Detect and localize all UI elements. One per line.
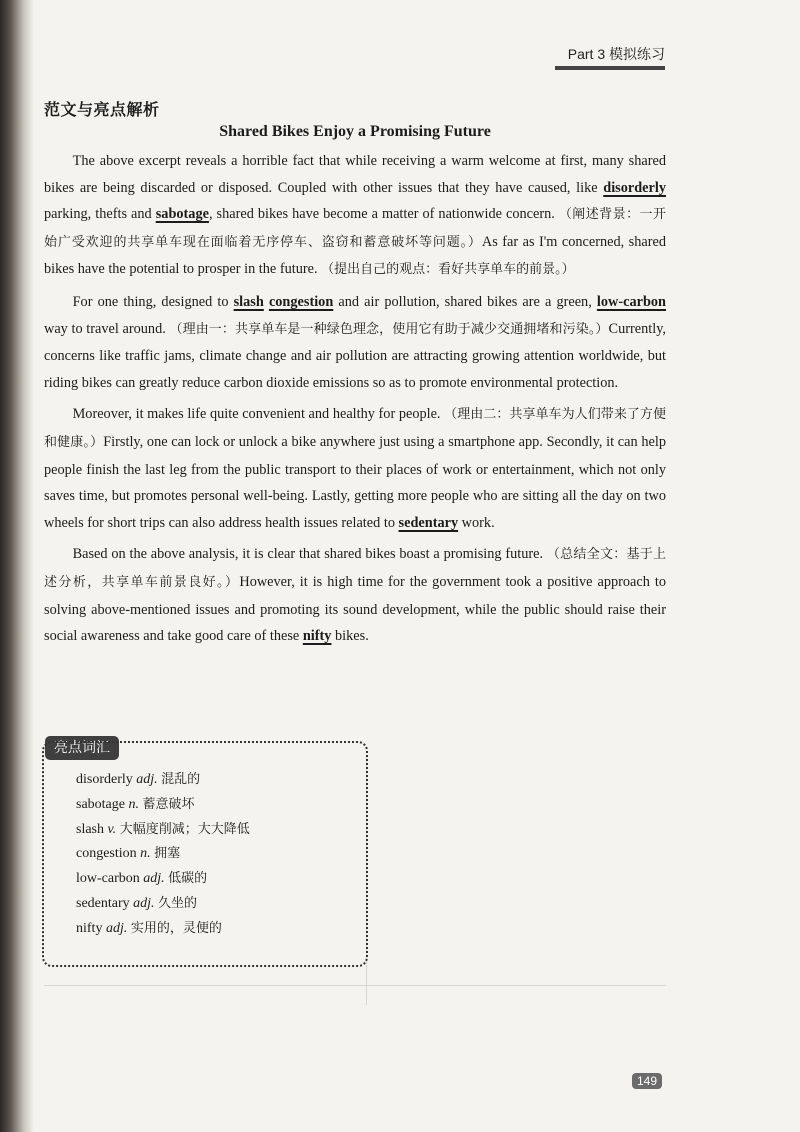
vocab-word: sedentary [76, 895, 130, 911]
vocab-definition: 大幅度削减；大大降低 [119, 821, 250, 837]
essay-text: , shared bikes have become a matter of nationwide concern. [208, 206, 559, 223]
running-head-rule [555, 66, 665, 70]
essay-text: The above excerpt reveals a horrible fact that while receiving a warm welcome at first, many shared bikes are being discarded or disposed. Coupled with other issues that they have caused, like [44, 153, 666, 196]
vocab-definition: 实用的，灵便的 [130, 920, 222, 936]
vocab-definition: 低碳的 [168, 871, 208, 887]
essay-text: way to travel around. [44, 320, 170, 337]
vocab-pos: n. [140, 846, 151, 862]
essay-paragraph-4 [44, 541, 666, 649]
highlight-word: slash [233, 293, 264, 310]
essay-text: Based on the above analysis, it is clear that shared bikes boast a promising future. [72, 546, 547, 563]
essay-text: Firstly, one can lock or unlock a bike anywhere just using a smartphone app. Secondly, it can help people finish the last leg from the public transport to their places of work or entertainment, which not only saves time, but promotes personal well-being. Lastly, getting more people who are sitting all the day on two wheels for short trips can also address health issues related to [44, 433, 666, 531]
essay-text: However, it is high time for the government took a positive approach to solving above-mentioned issues and promoting its sound development, while the public should raise their social awareness and take good care of these [44, 573, 666, 645]
vocab-pos: adj. [105, 920, 128, 936]
highlight-word: sabotage [155, 206, 209, 223]
vocab-item [76, 867, 250, 892]
essay-body [44, 148, 666, 655]
essay-title: Shared Bikes Enjoy a Promising Future [219, 123, 491, 140]
vocab-word: sabotage [76, 796, 125, 812]
annotation-note: （理由一：共享单车是一种绿色理念，使用它有助于减少交通拥堵和污染。） [169, 321, 609, 337]
highlight-word: sedentary [398, 514, 459, 531]
essay-text: Moreover, it makes life quite convenient and healthy for people. [72, 406, 445, 423]
vocab-item [76, 892, 250, 917]
vocab-pos: n. [128, 796, 139, 812]
vocab-list [76, 768, 250, 942]
vocab-pos: adj. [133, 895, 155, 911]
highlight-word: nifty [302, 628, 332, 645]
vocab-word: low-carbon [76, 871, 140, 887]
vocab-item [76, 818, 250, 843]
vocab-definition: 拥塞 [154, 846, 181, 862]
essay-text: work. [458, 514, 495, 531]
highlight-word: congestion [268, 293, 334, 310]
essay-text: parking, thefts and [44, 206, 156, 223]
vocab-label: 亮点词汇 [45, 736, 119, 760]
vocab-item [76, 768, 250, 793]
essay-text: Currently, concerns like traffic jams, climate change and air pollution are attracting growing attention worldwide, but riding bikes can greatly reduce carbon dioxide emissions so as to promote environmental protection. [44, 320, 666, 391]
annotation-note: （提出自己的观点：看好共享单车的前景。） [321, 262, 575, 278]
vocab-definition: 蓄意破坏 [142, 796, 195, 812]
highlight-word: low-carbon [596, 293, 667, 310]
vocab-word: slash [76, 821, 104, 837]
book-spine-shadow [0, 0, 34, 1132]
essay-text: As far as I'm concerned, shared bikes have the potential to prosper in the future. [44, 233, 666, 278]
essay-paragraph-2 [44, 289, 666, 396]
vocab-definition: 混乱的 [161, 772, 201, 787]
vocab-word: disorderly [76, 772, 133, 787]
page-number: 149 [632, 1073, 662, 1089]
vocab-definition: 久坐的 [158, 895, 198, 911]
essay-paragraph-3 [44, 401, 666, 536]
bleed-through-rule [44, 985, 666, 986]
highlight-word: disorderly [603, 179, 666, 196]
annotation-note: （阐述背景：一开始广受欢迎的共享单车现在面临着无序停车、盗窃和蓄意破坏等问题。） [44, 207, 666, 250]
vocab-pos: adj. [143, 871, 165, 887]
annotation-note: （总结全文：基于上述分析，共享单车前景良好。） [44, 547, 666, 590]
vocab-word: congestion [76, 846, 137, 862]
essay-paragraph-1 [44, 148, 666, 284]
vocab-item [76, 793, 250, 818]
essay-text: For one thing, designed to [72, 293, 234, 310]
annotation-note: （理由二：共享单车为人们带来了方便和健康。） [44, 407, 666, 450]
vocab-pos: v. [107, 821, 117, 837]
vocab-item [76, 842, 250, 867]
essay-text: bikes. [331, 628, 369, 645]
essay-text: and air pollution, shared bikes are a green, [333, 293, 597, 310]
vocab-word: nifty [76, 920, 103, 936]
vocab-pos: adj. [136, 772, 158, 787]
section-title: 范文与亮点解析 [44, 100, 160, 119]
vocab-item [76, 917, 250, 942]
running-head: Part 3 模拟练习 [567, 46, 665, 62]
